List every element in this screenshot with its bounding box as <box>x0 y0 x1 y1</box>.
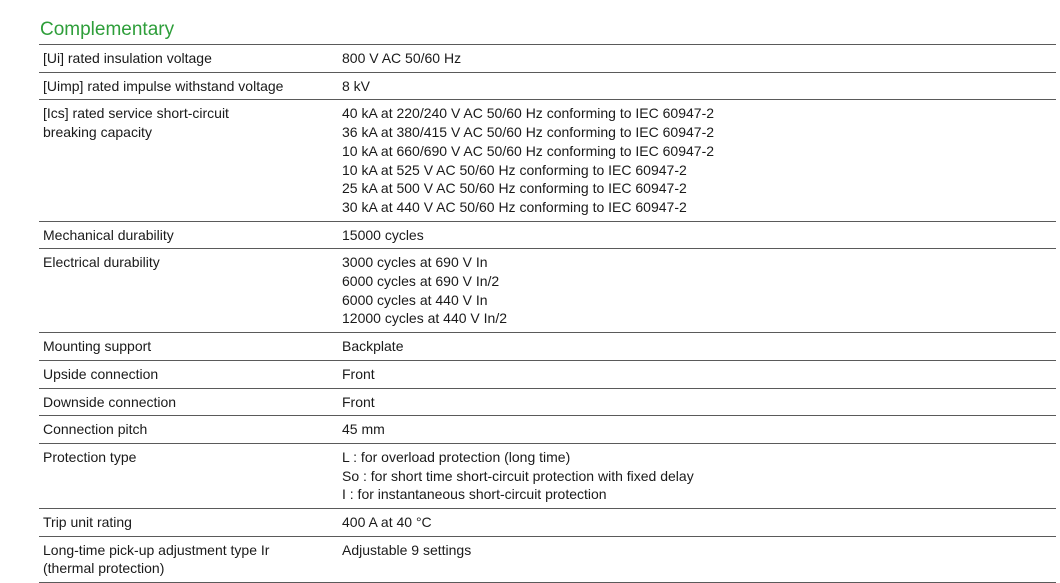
spec-value-line: 25 kA at 500 V AC 50/60 Hz conforming to IEC 60947-2 <box>342 180 687 197</box>
spec-label-line: (thermal protection) <box>43 560 165 577</box>
spec-row <box>39 416 1056 444</box>
spec-row <box>39 45 1056 73</box>
spec-label <box>39 509 342 537</box>
spec-label-line: [Uimp] rated impulse withstand voltage <box>43 77 284 94</box>
spec-value <box>342 72 1056 100</box>
spec-value-line: 800 V AC 50/60 Hz <box>342 50 462 66</box>
spec-value <box>342 509 1056 537</box>
spec-value <box>342 443 1056 508</box>
spec-label <box>39 416 342 444</box>
spec-label <box>39 45 342 73</box>
spec-label-line: Mounting support <box>43 338 152 355</box>
spec-row <box>39 536 1056 582</box>
spec-value <box>342 249 1056 333</box>
spec-row <box>39 333 1056 361</box>
spec-value <box>342 388 1056 416</box>
spec-value-line: 3000 cycles at 690 V In <box>342 254 488 271</box>
spec-value-line: 400 A at 40 °C <box>342 514 432 531</box>
spec-value-line: 36 kA at 380/415 V AC 50/60 Hz conforming to IEC 60947-2 <box>342 124 715 141</box>
spec-value-line: 10 kA at 525 V AC 50/60 Hz conforming to IEC 60947-2 <box>342 161 687 178</box>
spec-value-line: 40 kA at 220/240 V AC 50/60 Hz conforming to IEC 60947-2 <box>342 105 715 122</box>
section-title: Complementary <box>40 19 175 40</box>
spec-label-line: Upside connection <box>43 365 159 382</box>
spec-label <box>39 388 342 416</box>
spec-value-line: Front <box>342 365 375 382</box>
spec-label <box>39 249 342 333</box>
spec-row <box>39 509 1056 537</box>
spec-value-line: 15000 cycles <box>342 226 424 243</box>
spec-value <box>342 333 1056 361</box>
spec-label <box>39 333 342 361</box>
spec-row <box>39 360 1056 388</box>
spec-label <box>39 536 342 582</box>
spec-row <box>39 388 1056 416</box>
spec-value-line: Front <box>342 393 375 410</box>
spec-value-line: I : for instantaneous short-circuit protection <box>342 486 607 503</box>
spec-label-line: [Ics] rated service short-circuit <box>43 105 229 122</box>
spec-value-line: 6000 cycles at 440 V In <box>342 291 488 308</box>
spec-label <box>39 221 342 249</box>
spec-value-line: 30 kA at 440 V AC 50/60 Hz conforming to IEC 60947-2 <box>342 198 687 215</box>
spec-label <box>39 72 342 100</box>
spec-value <box>342 416 1056 444</box>
spec-label-line: Trip unit rating <box>43 514 132 531</box>
spec-label-line: breaking capacity <box>43 124 152 141</box>
spec-value <box>342 536 1056 582</box>
spec-value-line: 10 kA at 660/690 V AC 50/60 Hz conforming to IEC 60947-2 <box>342 142 715 159</box>
spec-value-line: L : for overload protection (long time) <box>342 448 571 465</box>
spec-row <box>39 221 1056 249</box>
spec-value <box>342 221 1056 249</box>
spec-label <box>39 443 342 508</box>
spec-label-line: Downside connection <box>43 393 177 410</box>
spec-value-line: 12000 cycles at 440 V In/2 <box>342 310 507 327</box>
spec-table-body <box>39 45 1056 583</box>
spec-label-line: Connection pitch <box>43 421 148 438</box>
spec-row <box>39 443 1056 508</box>
spec-label <box>39 100 342 221</box>
spec-row <box>39 100 1056 221</box>
spec-value-line: 8 kV <box>342 77 371 94</box>
spec-label-line: Protection type <box>43 448 137 465</box>
spec-value-line: Adjustable 9 settings <box>342 541 472 558</box>
spec-value <box>342 45 1056 73</box>
spec-row <box>39 249 1056 333</box>
spec-value <box>342 100 1056 221</box>
spec-label-line: Electrical durability <box>43 254 160 271</box>
spec-value-line: Backplate <box>342 338 404 355</box>
spec-value-line: 45 mm <box>342 421 385 438</box>
spec-label <box>39 360 342 388</box>
spec-table <box>39 44 1056 583</box>
spec-value-line: So : for short time short-circuit protection with fixed delay <box>342 467 694 484</box>
spec-value-line: 6000 cycles at 690 V In/2 <box>342 273 500 290</box>
spec-label-line: Long-time pick-up adjustment type Ir <box>43 541 270 558</box>
spec-value <box>342 360 1056 388</box>
spec-label-line: Mechanical durability <box>43 226 174 243</box>
spec-label-line: [Ui] rated insulation voltage <box>43 50 212 66</box>
spec-row <box>39 72 1056 100</box>
